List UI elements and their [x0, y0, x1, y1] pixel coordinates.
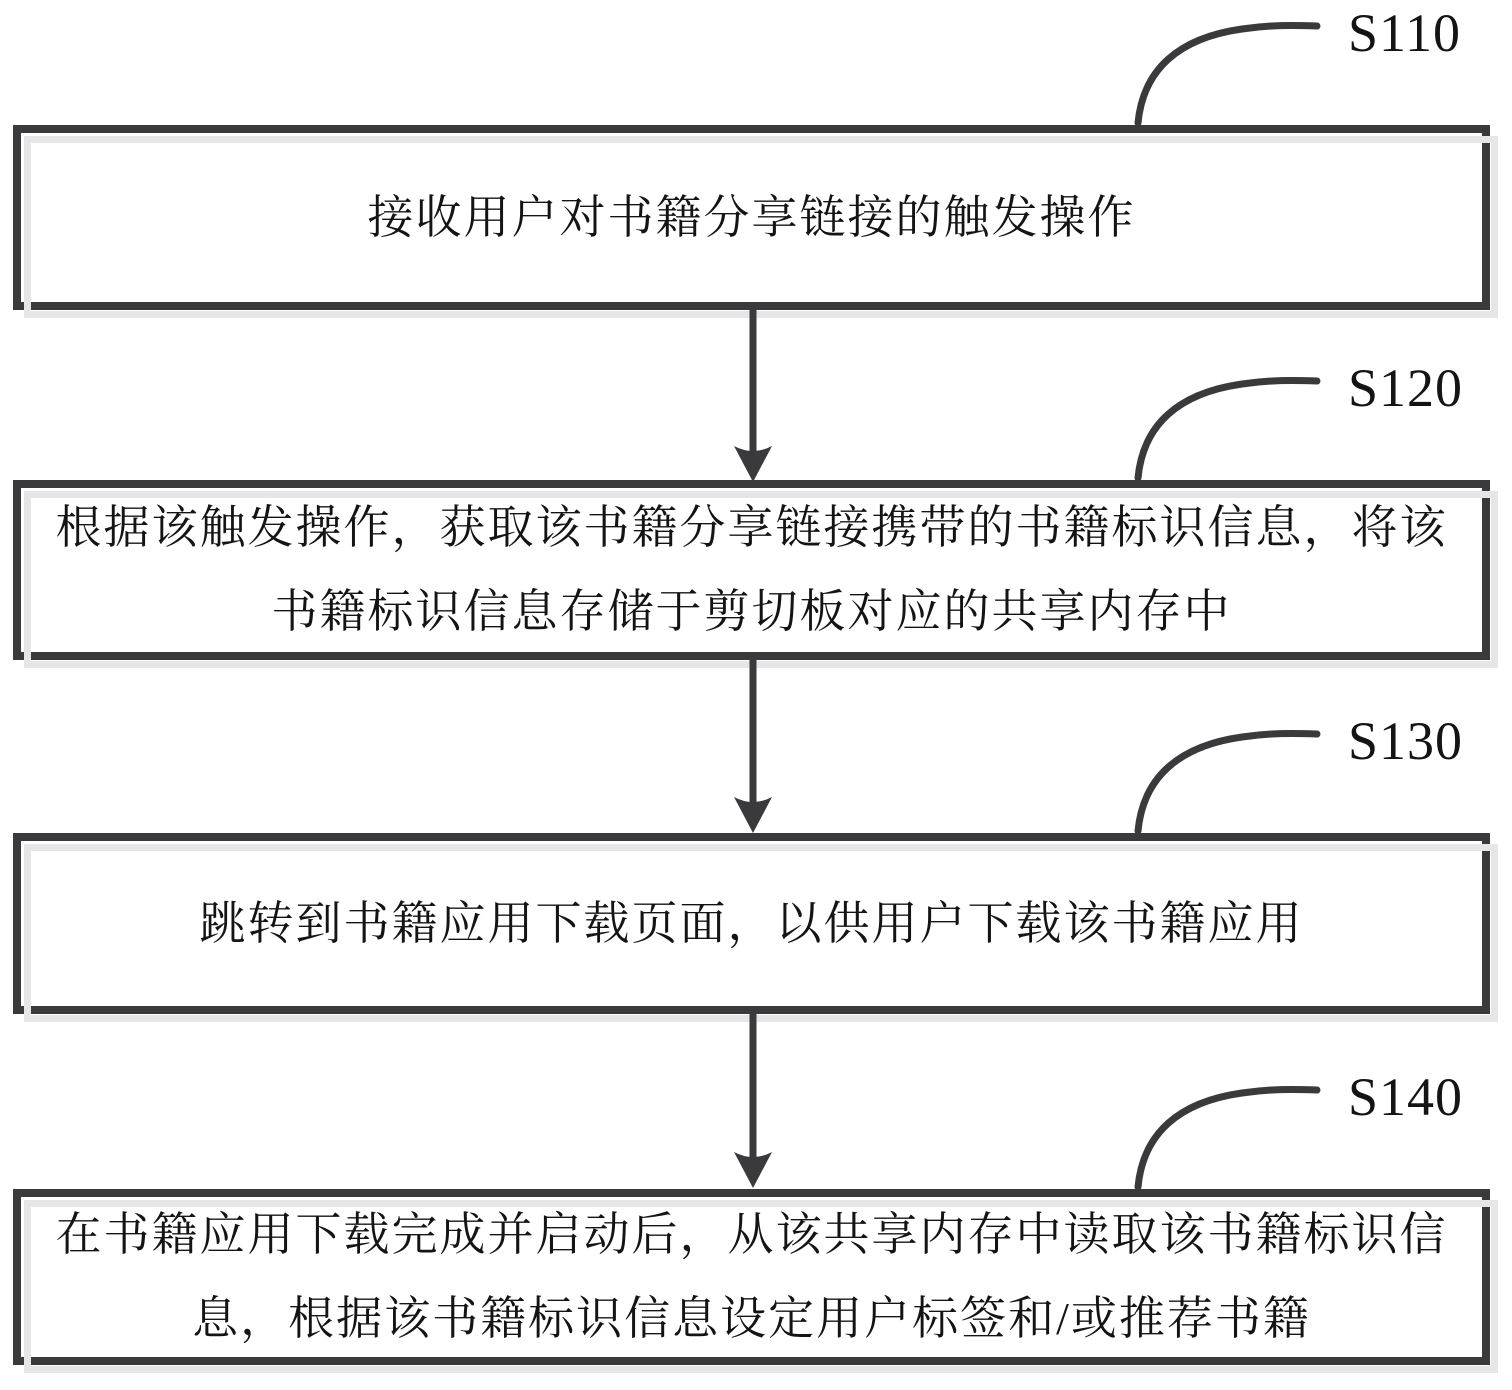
flow-box-s110 — [13, 125, 1490, 310]
flow-box-s130 — [13, 833, 1490, 1014]
label-connector-curve — [1120, 379, 1350, 480]
step-label-s110 — [1120, 4, 1512, 129]
step-label-s140 — [1120, 1068, 1512, 1193]
flow-arrow-down-3 — [721, 1013, 785, 1190]
step-id-text: S140 — [1348, 1067, 1464, 1127]
text-line: 息，根据该书籍标识信息设定用户标签和/或推荐书籍 — [192, 1293, 1311, 1344]
flow-box-s140-text — [56, 1193, 1448, 1361]
text-line: 接收用户对书籍分享链接的触发操作 — [367, 191, 1136, 243]
text-line: 书籍标识信息存储于剪切板对应的共享内存中 — [271, 586, 1232, 637]
flow-box-s120 — [13, 480, 1490, 660]
flow-box-s140 — [13, 1189, 1490, 1365]
step-label-s130 — [1120, 712, 1512, 837]
label-connector-curve — [1120, 1088, 1350, 1189]
step-id-text: S120 — [1348, 358, 1464, 418]
step-id-text: S130 — [1348, 711, 1464, 771]
step-id-text: S110 — [1348, 3, 1462, 63]
text-line: 根据该触发操作，获取该书籍分享链接携带的书籍标识信息，将该 — [55, 502, 1448, 553]
label-connector-curve — [1120, 24, 1350, 125]
label-connector-curve — [1120, 732, 1350, 833]
flow-box-s130-text — [200, 882, 1304, 966]
text-line: 跳转到书籍应用下载页面，以供用户下载该书籍应用 — [199, 897, 1304, 949]
text-line: 在书籍应用下载完成并启动后，从该共享内存中读取该书籍标识信 — [55, 1209, 1448, 1260]
flow-arrow-down-1 — [721, 307, 785, 484]
step-label-s120 — [1120, 359, 1512, 484]
flow-box-s110-text — [368, 176, 1136, 260]
flow-box-s120-text — [56, 486, 1448, 654]
flow-arrow-down-2 — [721, 658, 785, 835]
